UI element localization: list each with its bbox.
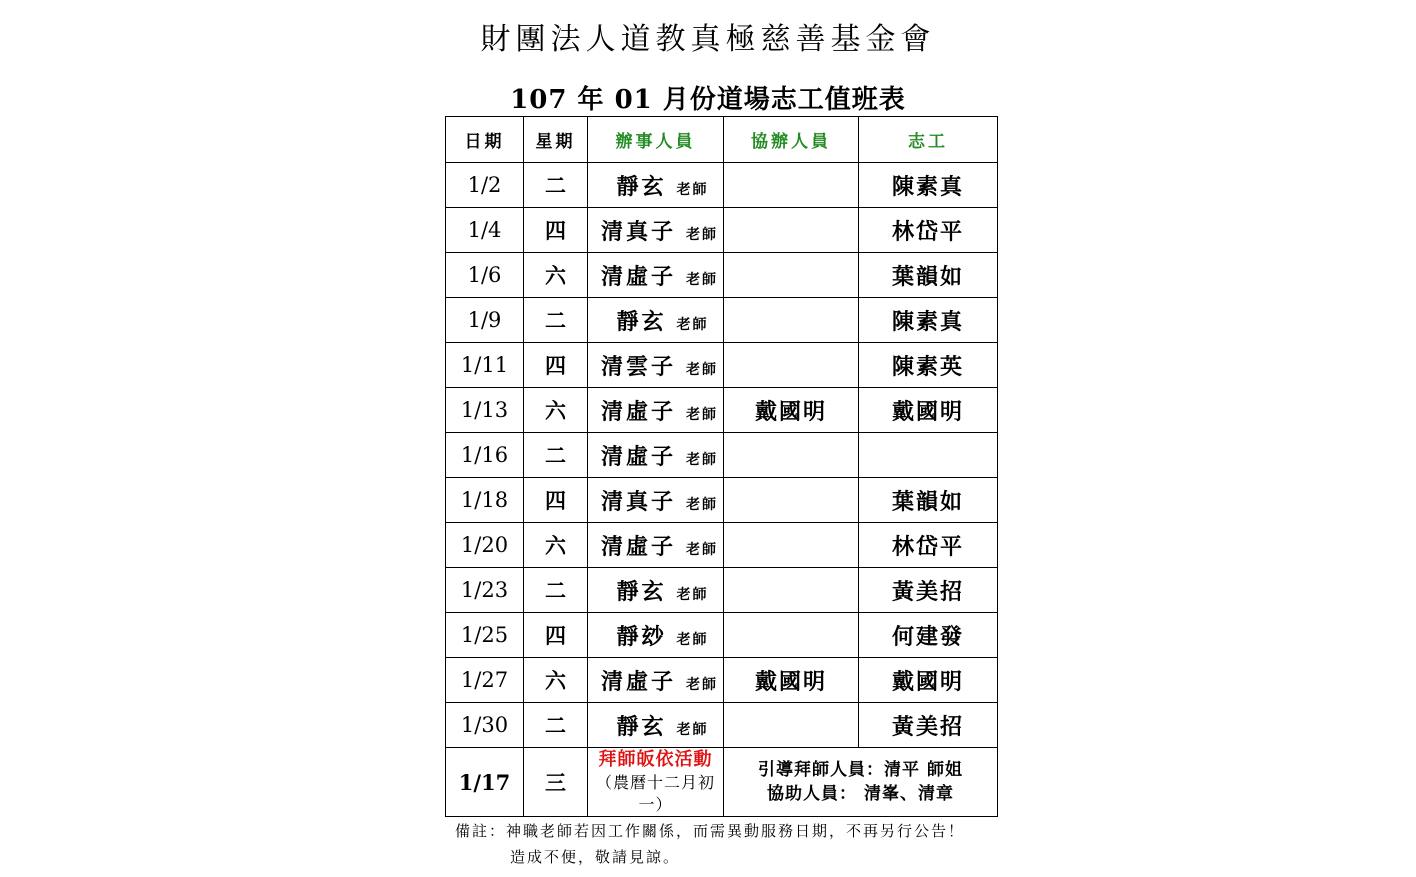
special-guide-cell <box>724 748 998 817</box>
table-row <box>446 568 998 613</box>
cell-staff <box>588 658 724 703</box>
staff-name: 靜玄 <box>616 308 667 335</box>
staff-title: 老師 <box>676 631 709 648</box>
schedule-title: 107 年 01 月份道場志工值班表 <box>510 85 906 115</box>
cell-staff <box>588 388 724 433</box>
cell-volunteer: 林岱平 <box>859 523 998 568</box>
table-row <box>446 298 998 343</box>
special-event-cell <box>588 748 724 817</box>
cell-weekday: 六 <box>524 253 588 298</box>
duty-schedule-table <box>445 116 998 817</box>
cell-assist <box>724 298 859 343</box>
cell-date: 1/18 <box>446 478 524 523</box>
cell-date: 1/11 <box>446 343 524 388</box>
special-weekday: 三 <box>524 748 588 817</box>
staff-title: 老師 <box>686 406 718 423</box>
special-event-row <box>446 748 998 817</box>
staff-name: 清虛子 <box>600 668 676 695</box>
staff-name: 清虛子 <box>600 263 676 290</box>
staff-title: 老師 <box>686 226 718 243</box>
cell-assist <box>724 208 859 253</box>
cell-staff <box>588 478 724 523</box>
cell-volunteer: 陳素英 <box>859 343 998 388</box>
cell-volunteer: 何建發 <box>859 613 998 658</box>
cell-date: 1/23 <box>446 568 524 613</box>
cell-assist <box>724 343 859 388</box>
cell-weekday: 六 <box>524 523 588 568</box>
cell-volunteer: 葉韻如 <box>859 478 998 523</box>
staff-title: 老師 <box>686 451 718 468</box>
cell-assist <box>724 478 859 523</box>
special-date: 1/17 <box>446 748 524 817</box>
cell-assist <box>724 523 859 568</box>
staff-name: 清真子 <box>600 488 676 515</box>
cell-date: 1/6 <box>446 253 524 298</box>
staff-name: 清雲子 <box>600 353 676 380</box>
table-row <box>446 208 998 253</box>
table-row <box>446 613 998 658</box>
cell-assist: 戴國明 <box>724 658 859 703</box>
table-row <box>446 658 998 703</box>
staff-title: 老師 <box>686 361 718 378</box>
guide-person: 引導拜師人員：清平 師姐 <box>758 760 963 780</box>
organization-title: 財團法人道教真極慈善基金會 <box>480 22 936 57</box>
staff-title: 老師 <box>686 676 718 693</box>
header-week: 星期 <box>524 117 588 163</box>
staff-title: 老師 <box>686 541 718 558</box>
cell-weekday: 二 <box>524 703 588 748</box>
cell-weekday: 四 <box>524 613 588 658</box>
staff-title: 老師 <box>676 721 709 738</box>
cell-volunteer <box>859 433 998 478</box>
cell-weekday: 六 <box>524 658 588 703</box>
remarks-line-1: 備註：神職老師若因工作關係，而需異動服務日期，不再另行公告！ <box>455 822 966 840</box>
event-name: 拜師皈依活動 <box>598 749 713 770</box>
table-row <box>446 478 998 523</box>
cell-volunteer: 陳素真 <box>859 298 998 343</box>
table-row <box>446 703 998 748</box>
helper-persons: 協助人員： 清峯、清章 <box>767 784 954 804</box>
staff-title: 老師 <box>686 271 718 288</box>
cell-date: 1/27 <box>446 658 524 703</box>
cell-date: 1/25 <box>446 613 524 658</box>
remarks-line-2: 造成不便，敬請見諒。 <box>510 848 681 866</box>
table-row <box>446 523 998 568</box>
remarks-note <box>455 818 965 870</box>
cell-staff <box>588 208 724 253</box>
cell-date: 1/4 <box>446 208 524 253</box>
cell-volunteer: 陳素真 <box>859 163 998 208</box>
cell-assist <box>724 568 859 613</box>
cell-weekday: 二 <box>524 163 588 208</box>
table-row <box>446 343 998 388</box>
staff-name: 清虛子 <box>600 533 676 560</box>
cell-volunteer: 林岱平 <box>859 208 998 253</box>
staff-name: 靜玄 <box>616 173 667 200</box>
cell-date: 1/2 <box>446 163 524 208</box>
cell-date: 1/20 <box>446 523 524 568</box>
cell-staff <box>588 343 724 388</box>
cell-date: 1/16 <box>446 433 524 478</box>
cell-volunteer: 黃美招 <box>859 703 998 748</box>
staff-title: 老師 <box>676 586 709 603</box>
table-row <box>446 433 998 478</box>
staff-name: 靜玄 <box>616 578 667 605</box>
cell-staff <box>588 613 724 658</box>
cell-weekday: 四 <box>524 208 588 253</box>
cell-staff <box>588 568 724 613</box>
cell-volunteer: 戴國明 <box>859 658 998 703</box>
staff-name: 清真子 <box>600 218 676 245</box>
cell-volunteer: 葉韻如 <box>859 253 998 298</box>
cell-assist <box>724 613 859 658</box>
header-staff: 辦事人員 <box>588 117 724 163</box>
header-date: 日期 <box>446 117 524 163</box>
cell-weekday: 二 <box>524 298 588 343</box>
header-assist: 協辦人員 <box>724 117 859 163</box>
header-volunteer: 志工 <box>859 117 998 163</box>
cell-weekday: 二 <box>524 568 588 613</box>
staff-name: 清虛子 <box>600 398 676 425</box>
table-row <box>446 253 998 298</box>
cell-weekday: 六 <box>524 388 588 433</box>
cell-assist <box>724 253 859 298</box>
event-lunar-date: （農曆十二月初一） <box>595 773 715 814</box>
cell-assist: 戴國明 <box>724 388 859 433</box>
staff-name: 靜玄 <box>616 713 667 740</box>
staff-title: 老師 <box>686 496 718 513</box>
cell-staff <box>588 433 724 478</box>
table-row <box>446 388 998 433</box>
table-header-row <box>446 117 998 163</box>
cell-date: 1/9 <box>446 298 524 343</box>
cell-assist <box>724 433 859 478</box>
cell-weekday: 四 <box>524 343 588 388</box>
cell-staff <box>588 163 724 208</box>
cell-staff <box>588 253 724 298</box>
cell-assist <box>724 703 859 748</box>
staff-name: 靜玅 <box>616 623 667 650</box>
cell-volunteer: 戴國明 <box>859 388 998 433</box>
cell-volunteer: 黃美招 <box>859 568 998 613</box>
staff-title: 老師 <box>676 316 709 333</box>
table-row <box>446 163 998 208</box>
cell-date: 1/30 <box>446 703 524 748</box>
cell-date: 1/13 <box>446 388 524 433</box>
cell-assist <box>724 163 859 208</box>
cell-staff <box>588 298 724 343</box>
cell-staff <box>588 523 724 568</box>
cell-weekday: 二 <box>524 433 588 478</box>
cell-weekday: 四 <box>524 478 588 523</box>
staff-name: 清虛子 <box>600 443 676 470</box>
staff-title: 老師 <box>676 181 709 198</box>
cell-staff <box>588 703 724 748</box>
